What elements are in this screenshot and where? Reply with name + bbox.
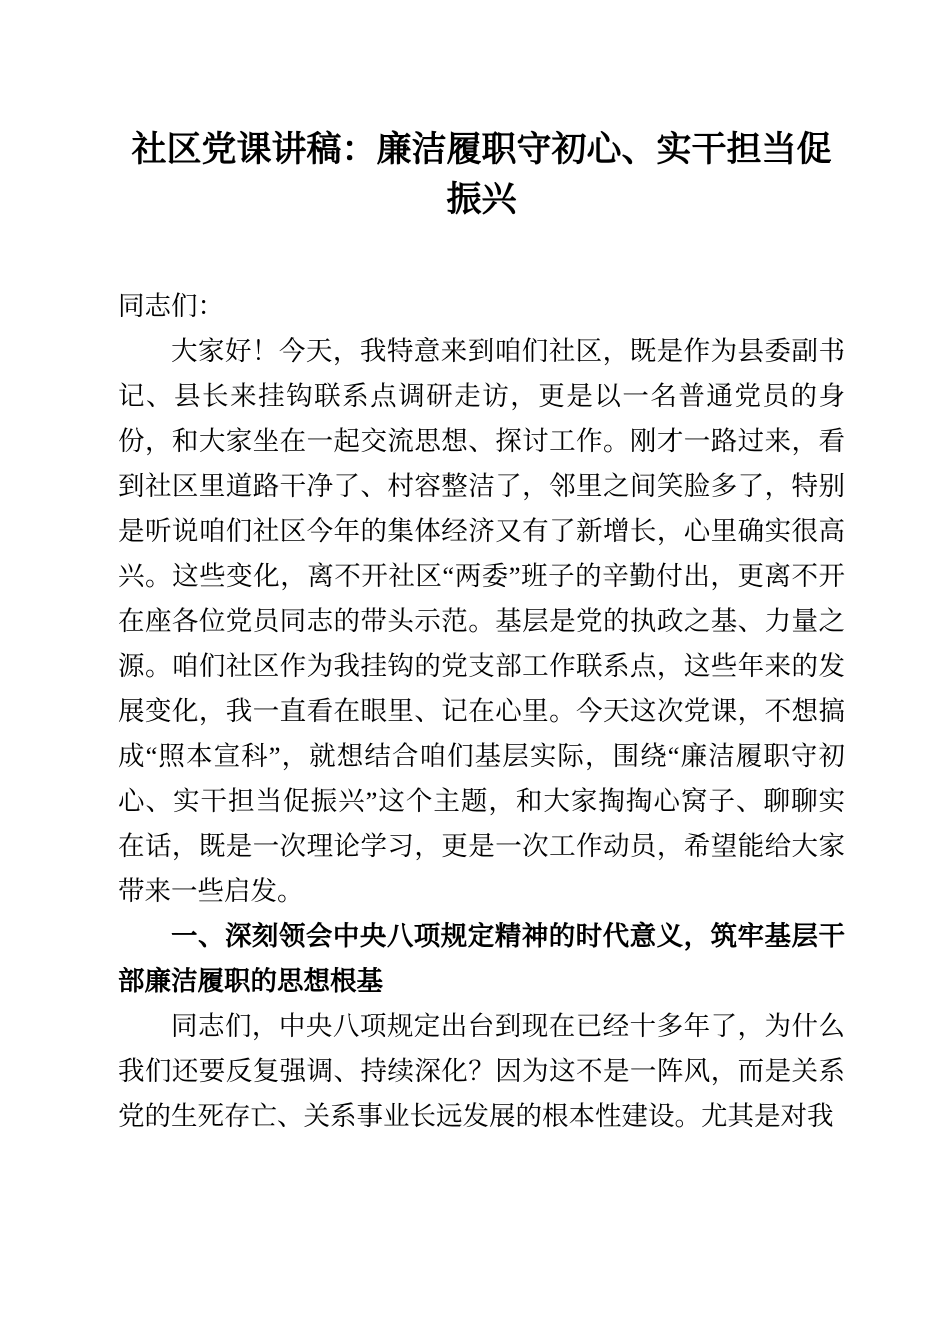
document-body: [118, 284, 845, 1139]
document-title: 社区党课讲稿：廉洁履职守初心、实干担当促振兴: [131, 130, 832, 219]
salutation-line: 同志们：: [118, 291, 224, 321]
section-1-paragraph: 同志们，中央八项规定出台到现在已经十多年了，为什么我们还要反复强调、持续深化？因为这不是一阵风，而是关系党的生死存亡、关系事业长远发展的根本性建设。尤其是对我: [118, 1011, 845, 1131]
section-heading-1: 一、深刻领会中央八项规定精神的时代意义，筑牢基层干部廉洁履职的思想根基: [118, 921, 845, 996]
opening-paragraph: 大家好！今天，我特意来到咱们社区，既是作为县委副书记、县长来挂钩联系点调研走访，更是以一名普通党员的身份，和大家坐在一起交流思想、探讨工作。刚才一路过来，看到社区里道路干净了、村容整洁了，邻里之间笑脸多了，特别是听说咱们社区今年的集体经济又有了新增长，心里确实很高兴。这些变化，离不开社区“两委”班子的辛勤付出，更离不开在座各位党员同志的带头示范。基层是党的执政之基、力量之源。咱们社区作为我挂钩的党支部工作联系点，这些年来的发展变化，我一直看在眼里、记在心里。今天这次党课，不想搞成“照本宣科”，就想结合咱们基层实际，围绕“廉洁履职守初心、实干担当促振兴”这个主题，和大家掏掏心窝子、聊聊实在话，既是一次理论学习，更是一次工作动员，希望能给大家带来一些启发。: [118, 336, 845, 906]
